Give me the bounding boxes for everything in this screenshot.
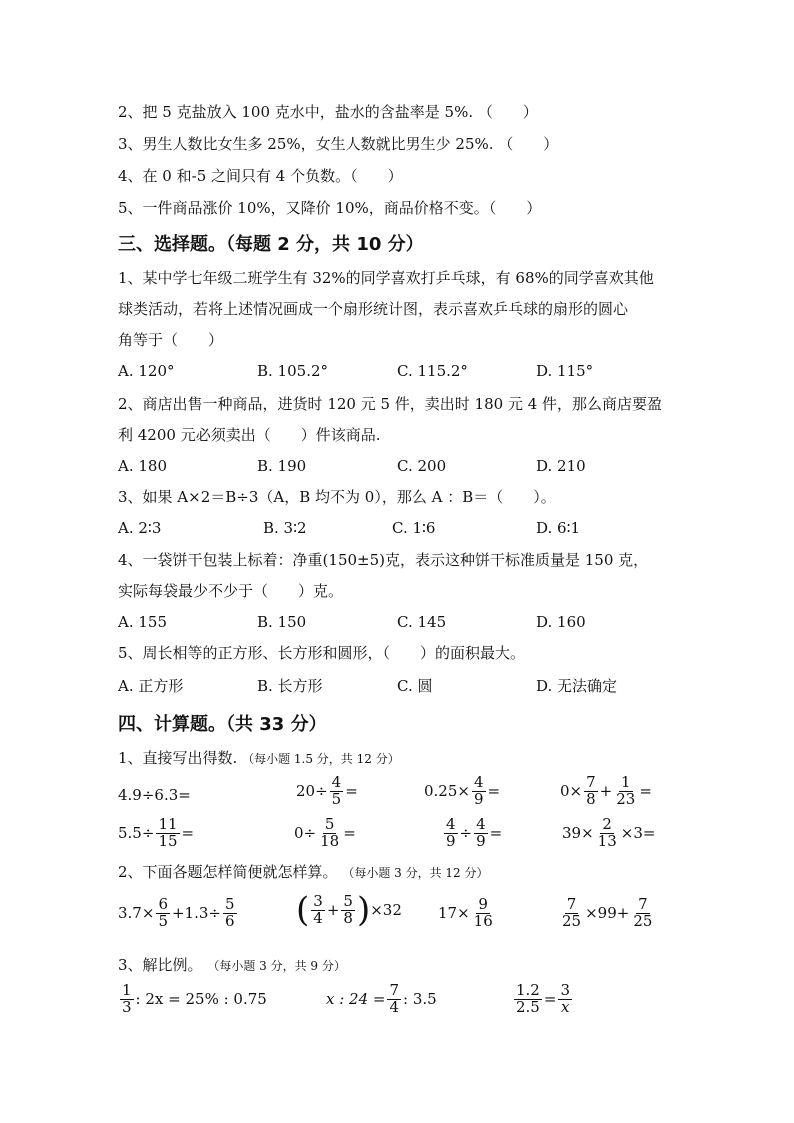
calc-1h-post: ×3= (620, 824, 656, 843)
s4-part1-title-text: 1、直接写出得数. (118, 749, 238, 767)
proportion-a-post: : 2x = 25% : 0.75 (135, 990, 267, 1009)
calc-2d (558, 897, 656, 930)
frac-numerator: 6 (158, 895, 168, 913)
s3-q5-line1: 5、周长相等的正方形、长方形和圆形，（ ）的面积最大。 (118, 644, 526, 662)
calc-2d-frac2 (631, 897, 654, 930)
calc-1c-post: = (487, 782, 501, 801)
frac-denominator: 3 (122, 997, 132, 1016)
proportion-b-frac (387, 983, 401, 1016)
calc-1g (442, 817, 502, 850)
frac-denominator: 9 (476, 831, 486, 850)
frac-numerator: 1 (621, 773, 631, 791)
calc-2c (438, 897, 497, 930)
calc-1d-frac1 (584, 775, 598, 808)
s3-q2-line1: 2、商店出售一种商品，进货时 120 元 5 件，卖出时 180 元 4 件，那么商店要盈 (118, 395, 663, 413)
calc-1e-post: = (181, 824, 195, 843)
s3-q2-option-a: A. 180 (118, 457, 167, 475)
frac-numerator: 5 (343, 891, 353, 910)
s3-q4-option-d: D. 160 (536, 613, 586, 631)
frac-numerator: 1.2 (516, 981, 540, 999)
calc-1d-mid: + (599, 782, 613, 801)
calc-2d-mid: ×99+ (585, 904, 630, 923)
calc-1g-mid: ÷ (459, 824, 473, 843)
proportion-b (326, 983, 437, 1016)
s3-q1-option-a: A. 120° (118, 362, 175, 380)
calc-1f-post: = (343, 824, 356, 843)
calc-1h-pre: 39× (562, 824, 594, 843)
frac-denominator: 23 (616, 789, 636, 808)
frac-denominator: 9 (446, 831, 456, 850)
calc-1b (296, 775, 358, 808)
s3-q1-option-d: D. 115° (536, 362, 594, 380)
s3-q4-option-c: C. 145 (397, 613, 447, 631)
s3-q1-line3: 角等于（ ） (118, 331, 224, 349)
calc-1b-pre: 20÷ (296, 782, 328, 801)
s4-part3-title (118, 955, 346, 976)
frac-denominator: 13 (597, 831, 617, 850)
frac-numerator: 3 (313, 891, 323, 910)
calc-2b (296, 890, 402, 930)
frac-denominator: 18 (320, 831, 340, 850)
calc-2b-mid: + (326, 901, 340, 919)
calc-1c-frac (472, 775, 486, 808)
section4-heading: 四、计算题。（共 33 分） (118, 714, 327, 735)
calc-1h-frac (596, 817, 619, 850)
calc-1f (294, 817, 356, 850)
s3-q4-line1: 4、一袋饼干包装上标着：净重(150±5)克，表示这种饼干标准质量是 150 克， (118, 551, 649, 569)
frac-denominator: x (560, 997, 570, 1016)
frac-numerator: 2 (602, 815, 612, 833)
calc-1g-frac1 (444, 817, 458, 850)
frac-numerator: 7 (586, 773, 596, 791)
s3-q1-line2: 球类活动，若将上述情况画成一个扇形统计图，表示喜欢乒乓球的扇形的圆心 (118, 300, 629, 318)
calc-1e (118, 817, 194, 850)
calc-1g-post: = (489, 824, 503, 843)
calc-1e-frac (156, 817, 179, 850)
frac-denominator: 8 (586, 789, 596, 808)
frac-denominator: 2.5 (516, 997, 540, 1016)
s4-part2-title-text: 2、下面各题怎样简便就怎样算。 (118, 863, 338, 881)
s3-q3-line1: 3、如果 A×2＝B÷3（A，B 均不为 0），那么 A ：B＝（ ）。 (118, 488, 556, 506)
frac-numerator: 7 (566, 895, 577, 913)
calc-1b-frac (330, 775, 344, 808)
calc-2a-frac1 (156, 897, 170, 930)
judgment-q5: 5、一件商品涨价 10%，又降价 10%，商品价格不变。（ ） (118, 199, 542, 217)
calc-2c-frac (472, 897, 495, 930)
frac-numerator: 4 (331, 773, 342, 791)
proportion-c-mid: = (543, 990, 557, 1009)
calc-1d-pre: 0× (560, 782, 583, 801)
calc-1f-pre: 0÷ (294, 824, 317, 843)
calc-2b-post: ×32 (370, 901, 402, 919)
frac-numerator: 4 (473, 773, 484, 791)
frac-denominator: 4 (313, 908, 323, 927)
proportion-a (118, 983, 267, 1016)
frac-numerator: 4 (446, 815, 456, 833)
frac-numerator: 3 (560, 981, 570, 999)
s3-q3-option-d: D. 6∶1 (536, 519, 581, 537)
s3-q4-option-a: A. 155 (118, 613, 167, 631)
s4-part2-title (118, 862, 489, 883)
calc-1h (562, 817, 655, 850)
frac-numerator: 5 (224, 895, 235, 913)
s4-part1-title (118, 748, 400, 769)
s3-q5-option-d: D. 无法确定 (536, 677, 618, 695)
judgment-q2: 2、把 5 克盐放入 100 克水中，盐水的含盐率是 5%. （ ） (118, 103, 538, 121)
s3-q1-option-b: B. 105.2° (257, 362, 329, 380)
s3-q5-option-c: C. 圆 (397, 677, 433, 695)
s4-part3-title-text: 3、解比例。 (118, 956, 203, 974)
calc-2a (118, 897, 239, 930)
frac-denominator: 6 (224, 911, 235, 930)
judgment-q3: 3、男生人数比女生多 25%，女生人数就比男生少 25%. （ ） (118, 135, 559, 153)
frac-denominator: 4 (389, 997, 400, 1016)
s3-q1-option-c: C. 115.2° (397, 362, 468, 380)
s3-q2-option-d: D. 210 (536, 457, 586, 475)
calc-2b-frac2 (341, 891, 355, 927)
frac-numerator: 4 (476, 815, 486, 833)
s3-q4-option-b: B. 150 (257, 613, 307, 631)
proportion-b-post: : 3.5 (403, 990, 437, 1009)
judgment-q4: 4、在 0 和-5 之间只有 4 个负数。（ ） (118, 167, 403, 185)
calc-1a-text: 4.9÷6.3= (118, 786, 191, 804)
right-paren: ) (356, 890, 371, 930)
frac-denominator: 16 (473, 911, 493, 930)
frac-numerator: 11 (158, 815, 178, 833)
calc-2b-frac1 (311, 891, 325, 927)
calc-1f-frac (318, 817, 341, 850)
s3-q4-line2: 实际每袋最少不少于（ ）克。 (118, 582, 344, 600)
calc-2a-pre: 3.7× (118, 904, 155, 923)
s4-part2-note: （每小题 3 分，共 12 分） (342, 866, 489, 880)
frac-numerator: 1 (122, 981, 132, 999)
frac-denominator: 25 (562, 911, 582, 930)
calc-1e-pre: 5.5÷ (118, 824, 155, 843)
frac-numerator: 7 (389, 981, 400, 999)
calc-2a-frac2 (223, 897, 237, 930)
section3-heading: 三、选择题。（每题 2 分，共 10 分） (118, 234, 424, 255)
calc-2d-frac1 (560, 897, 583, 930)
frac-numerator: 5 (324, 815, 335, 833)
calc-1g-frac2 (474, 817, 488, 850)
proportion-c (512, 983, 574, 1016)
calc-1d (560, 775, 652, 808)
calc-2c-pre: 17× (438, 904, 470, 923)
calc-1b-post: = (345, 782, 358, 801)
frac-denominator: 8 (343, 908, 353, 927)
proportion-c-frac2 (558, 983, 572, 1016)
frac-denominator: 15 (158, 831, 178, 850)
frac-denominator: 25 (633, 911, 653, 930)
s3-q5-option-a: A. 正方形 (118, 677, 184, 695)
frac-denominator: 5 (331, 789, 342, 808)
proportion-b-pre: x : 24 = (326, 990, 386, 1009)
proportion-c-frac1 (514, 983, 542, 1016)
left-paren: ( (296, 890, 310, 930)
calc-1c (424, 775, 500, 808)
s3-q5-option-b: B. 长方形 (257, 677, 323, 695)
s3-q2-line2: 利 4200 元必须卖出（ ）件该商品. (118, 426, 381, 444)
calc-1d-post: = (639, 782, 652, 801)
s3-q3-option-b: B. 3∶2 (263, 519, 307, 537)
s3-q2-option-b: B. 190 (257, 457, 307, 475)
frac-numerator: 7 (638, 895, 648, 913)
s3-q3-option-c: C. 1∶6 (392, 519, 436, 537)
s3-q3-option-a: A. 2∶3 (118, 519, 162, 537)
s4-part1-note: （每小题 1.5 分，共 12 分） (242, 752, 400, 766)
calc-1a (118, 780, 191, 810)
calc-1c-pre: 0.25× (424, 782, 470, 801)
calc-1d-frac2 (614, 775, 637, 808)
s3-q2-option-c: C. 200 (397, 457, 447, 475)
s3-q1-line1: 1、某中学七年级二班学生有 32%的同学喜欢打乒乓球，有 68%的同学喜欢其他 (118, 269, 654, 287)
frac-denominator: 5 (158, 911, 168, 930)
calc-2a-mid: +1.3÷ (171, 904, 221, 923)
frac-denominator: 9 (473, 789, 484, 808)
s4-part3-note: （每小题 3 分，共 9 分） (207, 959, 346, 973)
proportion-a-frac (120, 983, 134, 1016)
frac-numerator: 9 (478, 895, 488, 913)
